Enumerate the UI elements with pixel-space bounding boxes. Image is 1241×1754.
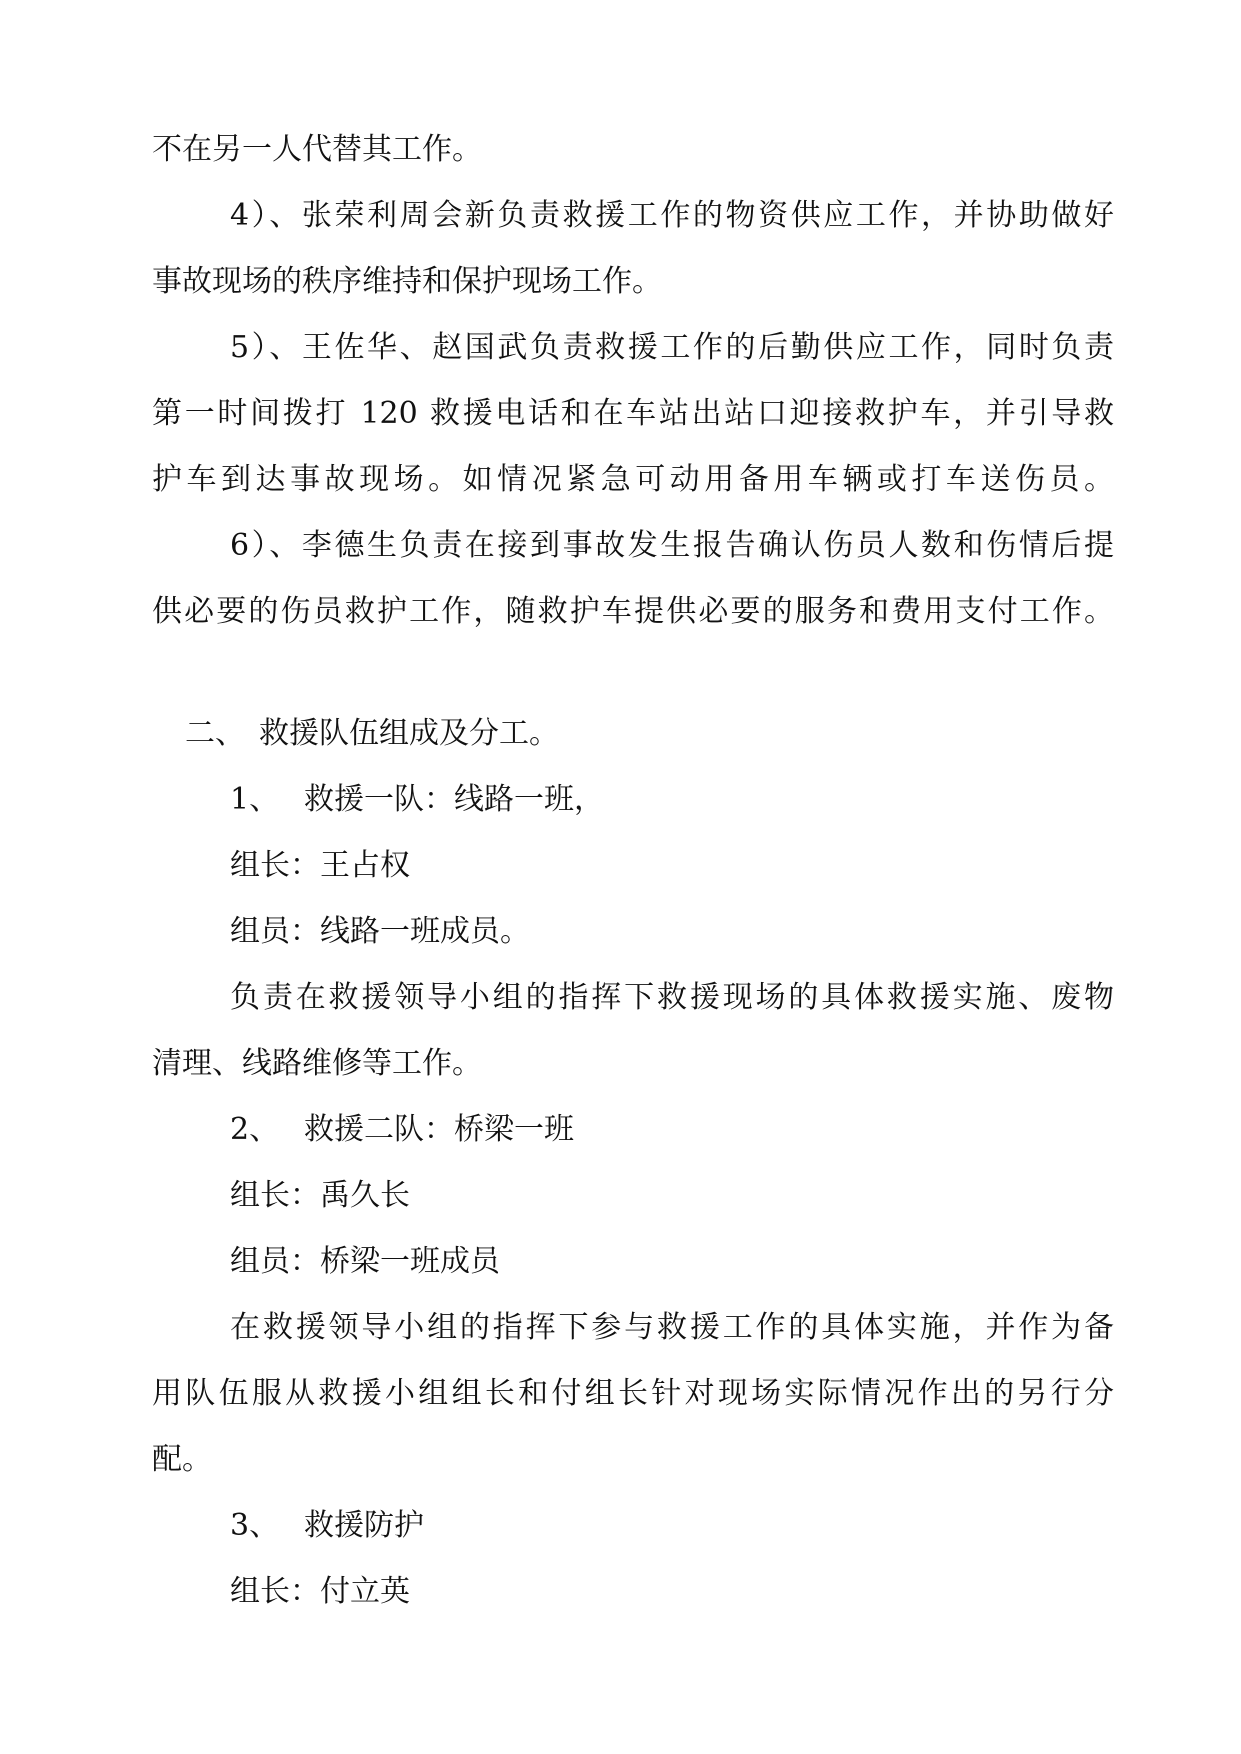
section-2-title: 救援队伍组成及分工。 [259,716,559,751]
team-2-heading [230,1110,574,1150]
team-2-duty-line-2: 用队伍服从救援小组组长和付组长针对现场实际情况作出的另行分 [152,1376,1114,1411]
section-2-number: 二、 [185,716,245,751]
team-1-title: 救援一队：线路一班， [304,782,604,817]
team-3-heading [230,1506,424,1546]
team-1-duty-line-2: 清理、线路维修等工作。 [152,1046,482,1081]
item-4-line-2: 事故现场的秩序维持和保护现场工作。 [152,264,662,299]
continued-paragraph-line: 不在另一人代替其工作。 [152,132,482,167]
item-6-line-1: 6）、李德生负责在接到事故发生报告确认伤员人数和伤情后提 [230,528,1114,563]
team-2-number: 2、 [230,1112,280,1147]
team-3-number: 3、 [230,1508,280,1543]
team-1-members: 组员：线路一班成员。 [230,914,530,949]
item-5-line-1: 5）、王佐华、赵国武负责救援工作的后勤供应工作，同时负责 [230,330,1114,365]
team-2-duty-line-3: 配。 [152,1442,212,1477]
team-1-number: 1、 [230,782,280,817]
item-5-line-3: 护车到达事故现场。如情况紧急可动用备用车辆或打车送伤员。 [152,462,1114,497]
section-2-heading [185,714,559,754]
team-2-leader: 组长：禹久长 [230,1178,410,1213]
team-1-leader: 组长：王占权 [230,848,410,883]
team-1-duty-line-1: 负责在救援领导小组的指挥下救援现场的具体救援实施、废物 [230,980,1114,1015]
team-2-duty-line-1: 在救援领导小组的指挥下参与救援工作的具体实施，并作为备 [230,1310,1114,1345]
team-1-heading [230,780,604,820]
item-5-line-2: 第一时间拨打 120 救援电话和在车站出站口迎接救护车，并引导救 [152,396,1114,431]
team-2-members: 组员：桥梁一班成员 [230,1244,500,1279]
team-3-title: 救援防护 [304,1508,424,1543]
team-2-title: 救援二队：桥梁一班 [304,1112,574,1147]
item-4-line-1: 4）、张荣利周会新负责救援工作的物资供应工作，并协助做好 [230,198,1114,233]
team-3-leader: 组长：付立英 [230,1574,410,1609]
item-6-line-2: 供必要的伤员救护工作，随救护车提供必要的服务和费用支付工作。 [152,594,1114,629]
